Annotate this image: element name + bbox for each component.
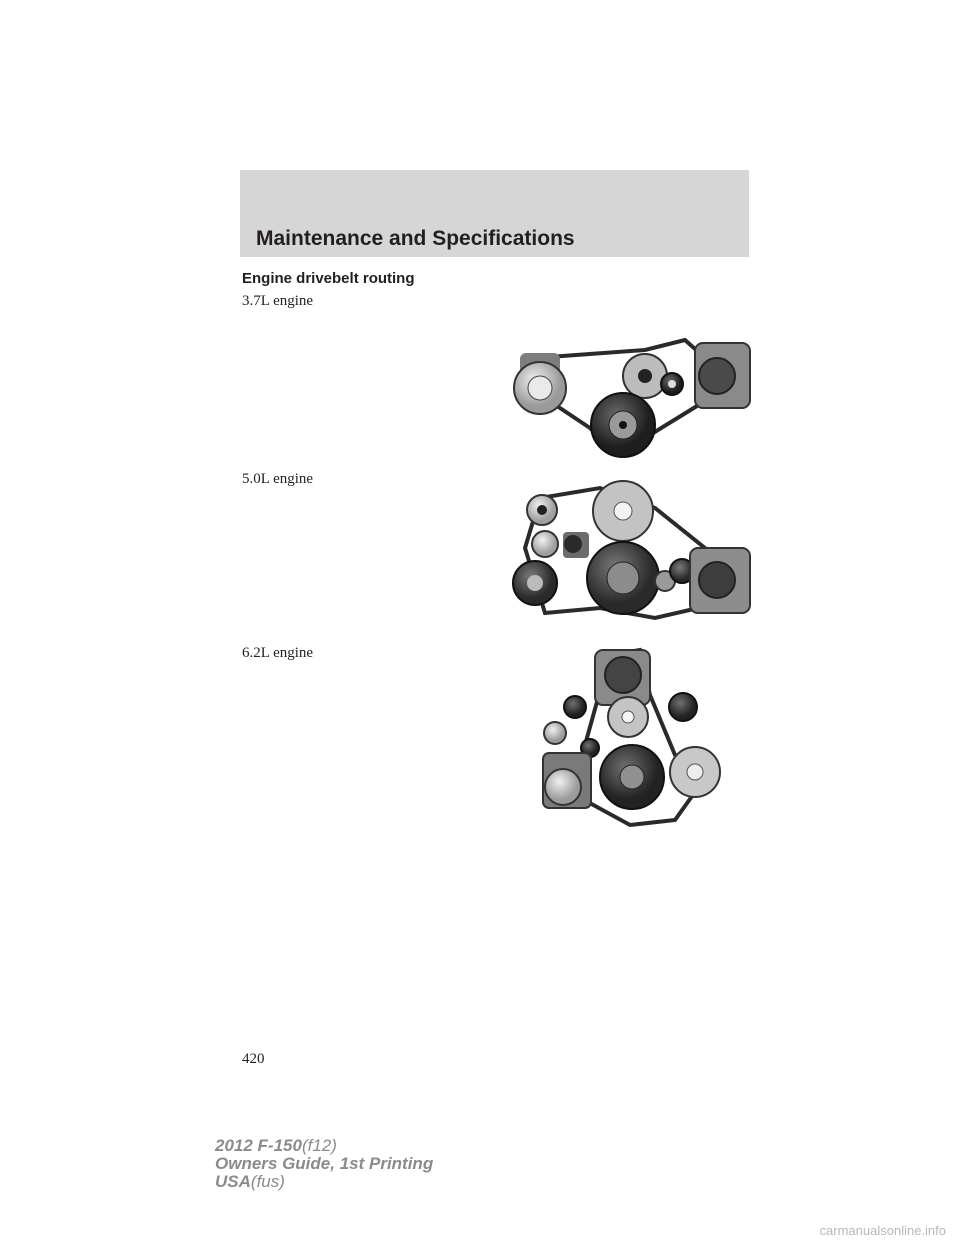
section-title: Engine drivebelt routing xyxy=(242,270,415,287)
page-number: 420 xyxy=(242,1051,265,1067)
footer-market-code: (fus) xyxy=(250,1172,285,1191)
drivebelt-5-0l-diagram xyxy=(505,478,760,628)
page-header-title: Maintenance and Specifications xyxy=(256,227,575,250)
engine-label-5-0l: 5.0L engine xyxy=(242,471,314,487)
footer-model: 2012 F-150 xyxy=(215,1136,302,1155)
engine-label-6-2l: 6.2L engine xyxy=(242,645,314,661)
header-band xyxy=(240,170,749,257)
drivebelt-3-7l-diagram xyxy=(505,318,760,468)
engine-label-3-7l: 3.7L engine xyxy=(242,293,314,309)
footer-market: USA xyxy=(215,1172,251,1191)
drivebelt-6-2l-diagram xyxy=(535,645,750,835)
document-footer xyxy=(215,1137,433,1191)
footer-edition: Owners Guide, 1st Printing xyxy=(215,1154,434,1173)
watermark: carmanualsonline.info xyxy=(819,1223,946,1238)
footer-model-code: (f12) xyxy=(301,1136,337,1155)
